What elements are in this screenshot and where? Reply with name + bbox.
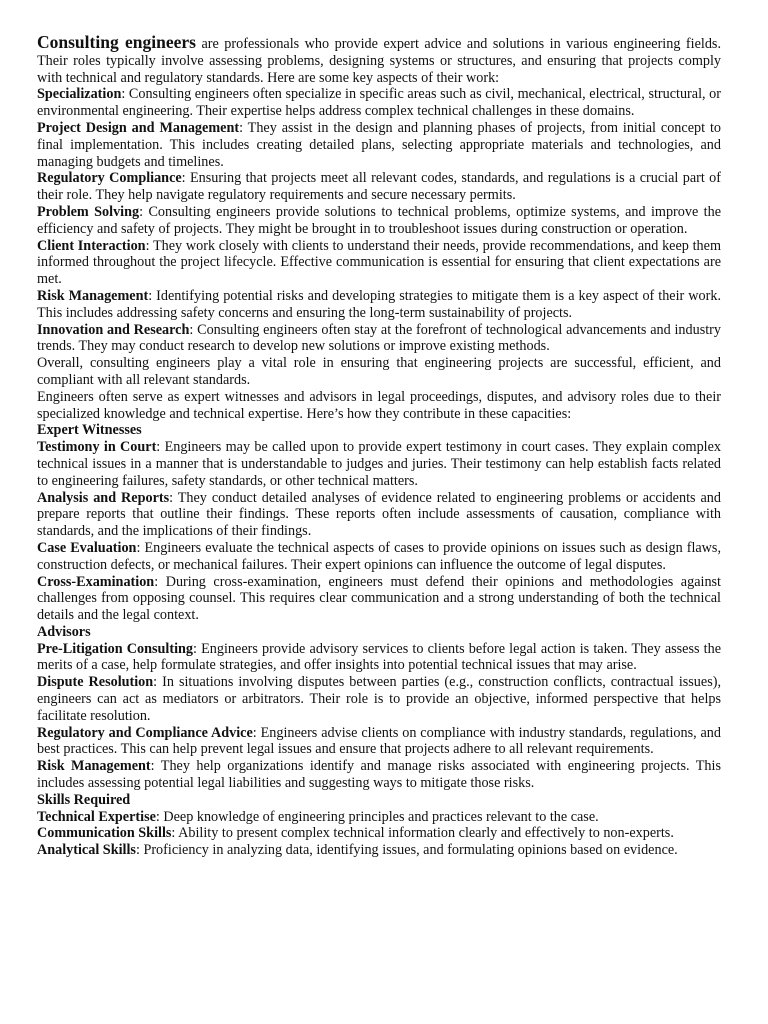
aspect-text: : They work closely with clients to understand their needs, provide recommendations, and keep them informed throughout the project lifecycle. Effective communication is essential for ensuring that client expectations are met. (37, 237, 721, 288)
item-term: Testimony in Court (37, 439, 157, 456)
witness-item-cross-examination (37, 574, 721, 624)
aspect-term: Risk Management (37, 287, 149, 304)
item-term: Cross-Examination (37, 573, 155, 590)
aspect-item-risk-management (37, 288, 721, 322)
document-title: Consulting engineers (37, 32, 196, 52)
skill-item-communication (37, 825, 721, 842)
aspect-text: : Consulting engineers provide solutions to technical problems, optimize systems, and improve the efficiency and safety of projects. They might be brought in to troubleshoot issues during construction or operation. (37, 203, 721, 237)
aspect-term: Regulatory Compliance (37, 170, 182, 187)
summary-paragraph: Overall, consulting engineers play a vital role in ensuring that engineering projects are successful, efficient, and compliant with all relevant standards. (37, 355, 721, 388)
intro-paragraph (37, 34, 721, 86)
item-text: : They conduct detailed analyses of evidence related to engineering problems or accidents and prepare reports that outline their findings. These reports often include assessments of causation, compliance with standards, and the implications of their findings. (37, 489, 721, 540)
witness-item-analysis-reports (37, 490, 721, 540)
item-term: Pre-Litigation Consulting (37, 640, 194, 657)
skill-item-analytical (37, 842, 721, 859)
advisor-item-dispute-resolution (37, 674, 721, 724)
aspect-term: Specialization (37, 86, 122, 103)
aspects-list (37, 86, 721, 355)
skills-heading: Skills Required (37, 791, 131, 808)
witness-item-testimony (37, 439, 721, 489)
aspect-term: Innovation and Research (37, 321, 190, 338)
advisor-item-risk-management (37, 758, 721, 792)
item-text: : Proficiency in analyzing data, identifying issues, and formulating opinions based on evidence. (135, 842, 678, 859)
aspect-text: : Consulting engineers often specialize in specific areas such as civil, mechanical, electrical, structural, or environmental engineering. Their expertise helps address complex technical challenges in these domains. (37, 86, 721, 120)
item-text: : During cross-examination, engineers must defend their opinions and methodologies against challenges from opposing counsel. This requires clear communication and a strong understanding of both the technical details and the legal context. (37, 573, 721, 624)
aspect-term: Project Design and Management (37, 119, 240, 136)
item-term: Dispute Resolution (37, 674, 154, 691)
advisors-list (37, 641, 721, 792)
aspect-text: : They assist in the design and planning phases of projects, from initial concept to final implementation. This includes creating detailed plans, selecting appropriate materials and technologies, and managing budgets and timelines. (37, 119, 721, 170)
item-term: Analytical Skills (37, 842, 136, 859)
aspect-item-problem-solving (37, 204, 721, 238)
item-text: : They help organizations identify and manage risks associated with engineering projects. This includes assessing potential legal liabilities and suggesting ways to mitigate those risks. (37, 758, 721, 792)
item-text: : Ability to present complex technical information clearly and effectively to non-experts. (171, 825, 674, 842)
aspect-item-specialization (37, 86, 721, 120)
item-text: : Engineers evaluate the technical aspects of cases to provide opinions on issues such as design flaws, construction defects, or mechanical failures. Their expert opinions can influence the outcome of legal disputes. (37, 539, 721, 573)
item-term: Communication Skills (37, 825, 172, 842)
item-text: : Deep knowledge of engineering principles and practices relevant to the case. (155, 808, 599, 825)
advisors-heading: Advisors (37, 623, 91, 640)
aspect-item-project-design (37, 120, 721, 170)
aspect-item-client-interaction (37, 238, 721, 288)
item-term: Risk Management (37, 758, 151, 775)
item-term: Case Evaluation (37, 539, 137, 556)
aspect-text: : Identifying potential risks and developing strategies to mitigate them is a key aspect of their work. This includes addressing safety concerns and ensuring the long-term sustainability of projects. (37, 287, 721, 321)
aspect-item-regulatory-compliance (37, 170, 721, 204)
expert-witnesses-heading: Expert Witnesses (37, 422, 142, 439)
aspect-term: Client Interaction (37, 237, 146, 254)
item-text: : Engineers provide advisory services to clients before legal action is taken. They assess the merits of a case, help formulate strategies, and offer insights into potential technical issues that may arise. (37, 640, 721, 674)
legal-intro-paragraph: Engineers often serve as expert witnesses and advisors in legal proceedings, disputes, and advisory roles due to their specialized knowledge and technical expertise. Here’s how they contribute in these capacities: (37, 388, 721, 422)
document-page (37, 34, 721, 859)
skills-list (37, 809, 721, 859)
item-text: : Engineers advise clients on compliance with industry standards, regulations, and best practices. This can help prevent legal issues and ensure that projects adhere to all relevant requirements. (37, 724, 721, 758)
item-text: : Engineers may be called upon to provide expert testimony in court cases. They explain complex technical issues in a manner that is understandable to judges and juries. Their testimony can help establish facts related to engineering failures, safety standards, or other technical matters. (37, 439, 722, 489)
aspect-text: : Ensuring that projects meet all relevant codes, standards, and regulations is a crucial part of their role. They help navigate regulatory requirements and secure necessary permits. (37, 170, 721, 204)
item-text: : In situations involving disputes between parties (e.g., construction conflicts, contractual issues), engineers can act as mediators or arbitrators. Their role is to provide an objective, informed perspective that helps facilitate resolution. (37, 674, 721, 724)
advisor-item-pre-litigation (37, 641, 721, 675)
advisor-item-regulatory-advice (37, 725, 721, 759)
item-term: Regulatory and Compliance Advice (37, 724, 253, 741)
intro-text: are professionals who provide expert advice and solutions in various engineering fields. Their roles typically involve assessing problems, designing systems or structures, and ensuring that projects comply with technical and regulatory standards. Here are some key aspects of their work: (37, 36, 721, 86)
witness-item-case-evaluation (37, 540, 721, 574)
aspect-item-innovation-research (37, 322, 721, 356)
aspect-text: : Consulting engineers often stay at the forefront of technological advancements and industry trends. They may conduct research to develop new solutions or improve existing methods. (37, 321, 721, 355)
item-term: Technical Expertise (37, 808, 156, 825)
skill-item-technical-expertise (37, 809, 721, 826)
item-term: Analysis and Reports (37, 489, 170, 506)
aspect-term: Problem Solving (37, 203, 140, 220)
expert-witnesses-list (37, 439, 721, 624)
